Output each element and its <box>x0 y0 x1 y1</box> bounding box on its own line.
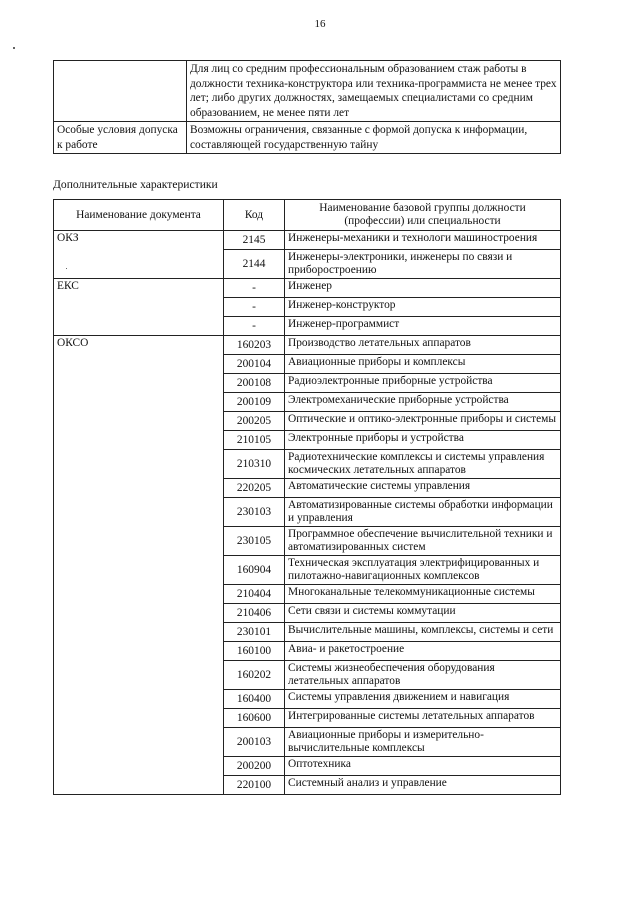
code-cell: 160202 <box>224 661 285 690</box>
specialty-name-cell: Вычислительные машины, комплексы, системы и сети <box>285 623 561 642</box>
header-row <box>54 200 561 231</box>
document-name: ОКЗ <box>54 231 224 279</box>
scan-dot <box>13 47 15 49</box>
code-cell: 160600 <box>224 709 285 728</box>
row-label <box>54 61 187 122</box>
specialty-name-cell: Авиационные приборы и измерительно-вычислительные комплексы <box>285 728 561 757</box>
table-row <box>54 122 561 154</box>
table-row <box>54 336 561 355</box>
table-body <box>54 231 561 795</box>
code-cell: 200109 <box>224 393 285 412</box>
code-cell: 220100 <box>224 776 285 795</box>
code-cell: 160203 <box>224 336 285 355</box>
specialty-name-cell: Авиационные приборы и комплексы <box>285 355 561 374</box>
page-number: 16 <box>314 18 326 30</box>
specialty-name-cell: Техническая эксплуатация электрифицированных и пилотажно-навигационных комплексов <box>285 556 561 585</box>
specialty-name-cell: Интегрированные системы летательных аппаратов <box>285 709 561 728</box>
code-cell: 220205 <box>224 479 285 498</box>
code-cell: 200104 <box>224 355 285 374</box>
specialty-name-cell: Инженер-программист <box>285 317 561 336</box>
specialty-name-cell: Оптотехника <box>285 757 561 776</box>
specialty-name-cell: Электронные приборы и устройства <box>285 431 561 450</box>
table-row <box>54 61 561 122</box>
code-cell: 200205 <box>224 412 285 431</box>
specialty-name-cell: Инженер <box>285 279 561 298</box>
specialty-name-cell: Автоматизированные системы обработки информации и управления <box>285 498 561 527</box>
header-code: Код <box>224 200 285 231</box>
code-cell: 230103 <box>224 498 285 527</box>
specialty-name-cell: Радиоэлектронные приборные устройства <box>285 374 561 393</box>
code-cell: 200103 <box>224 728 285 757</box>
header-name: Наименование базовой группы должности (профессии) или специальности <box>285 200 561 231</box>
specialty-name-cell: Инженер-конструктор <box>285 298 561 317</box>
code-cell: 160400 <box>224 690 285 709</box>
code-cell: 200108 <box>224 374 285 393</box>
row-text: Возможны ограничения, связанные с формой допуска к информации, составляющей государственную тайну <box>187 122 561 154</box>
code-cell: 230105 <box>224 527 285 556</box>
specialty-name-cell: Электромеханические приборные устройства <box>285 393 561 412</box>
document-name: ЕКС <box>54 279 224 336</box>
code-cell: - <box>224 298 285 317</box>
code-cell: 210404 <box>224 585 285 604</box>
code-cell: 160904 <box>224 556 285 585</box>
specialty-name-cell: Инженеры-механики и технологи машиностроения <box>285 231 561 250</box>
code-cell: 160100 <box>224 642 285 661</box>
specialty-name-cell: Системы жизнеобеспечения оборудования летательных аппаратов <box>285 661 561 690</box>
code-cell: 210310 <box>224 450 285 479</box>
specialty-name-cell: Авиа- и ракетостроение <box>285 642 561 661</box>
specialty-name-cell: Производство летательных аппаратов <box>285 336 561 355</box>
specialty-name-cell: Системный анализ и управление <box>285 776 561 795</box>
code-cell: 230101 <box>224 623 285 642</box>
table-row <box>54 279 561 298</box>
specialty-name-cell: Системы управления движением и навигация <box>285 690 561 709</box>
specialty-name-cell: Инженеры-электроники, инженеры по связи и приборостроению <box>285 250 561 279</box>
specialty-name-cell: Радиотехнические комплексы и системы управления космических летательных аппаратов <box>285 450 561 479</box>
specialty-name-cell: Оптические и оптико-электронные приборы и системы <box>285 412 561 431</box>
document-name: ОКСО <box>54 336 224 795</box>
characteristics-table <box>53 199 561 795</box>
requirements-table <box>53 60 561 154</box>
code-cell: 210406 <box>224 604 285 623</box>
section-title: Дополнительные характеристики <box>53 178 218 191</box>
specialty-name-cell: Программное обеспечение вычислительной техники и автоматизированных систем <box>285 527 561 556</box>
specialty-name-cell: Многоканальные телекоммуникационные системы <box>285 585 561 604</box>
code-cell: - <box>224 317 285 336</box>
specialty-name-cell: Сети связи и системы коммутации <box>285 604 561 623</box>
row-text: Для лиц со средним профессиональным образованием стаж работы в должности техника-конструктора или техника-программиста не менее трех лет; либо других должностях, замещаемых специалистами со средним образованием, не менее пяти лет <box>187 61 561 122</box>
code-cell: 2145 <box>224 231 285 250</box>
specialty-name-cell: Автоматические системы управления <box>285 479 561 498</box>
code-cell: - <box>224 279 285 298</box>
code-cell: 2144 <box>224 250 285 279</box>
row-label: Особые условия допуска к работе <box>54 122 187 154</box>
code-cell: 210105 <box>224 431 285 450</box>
header-doc: Наименование документа <box>54 200 224 231</box>
code-cell: 200200 <box>224 757 285 776</box>
table-row <box>54 231 561 250</box>
